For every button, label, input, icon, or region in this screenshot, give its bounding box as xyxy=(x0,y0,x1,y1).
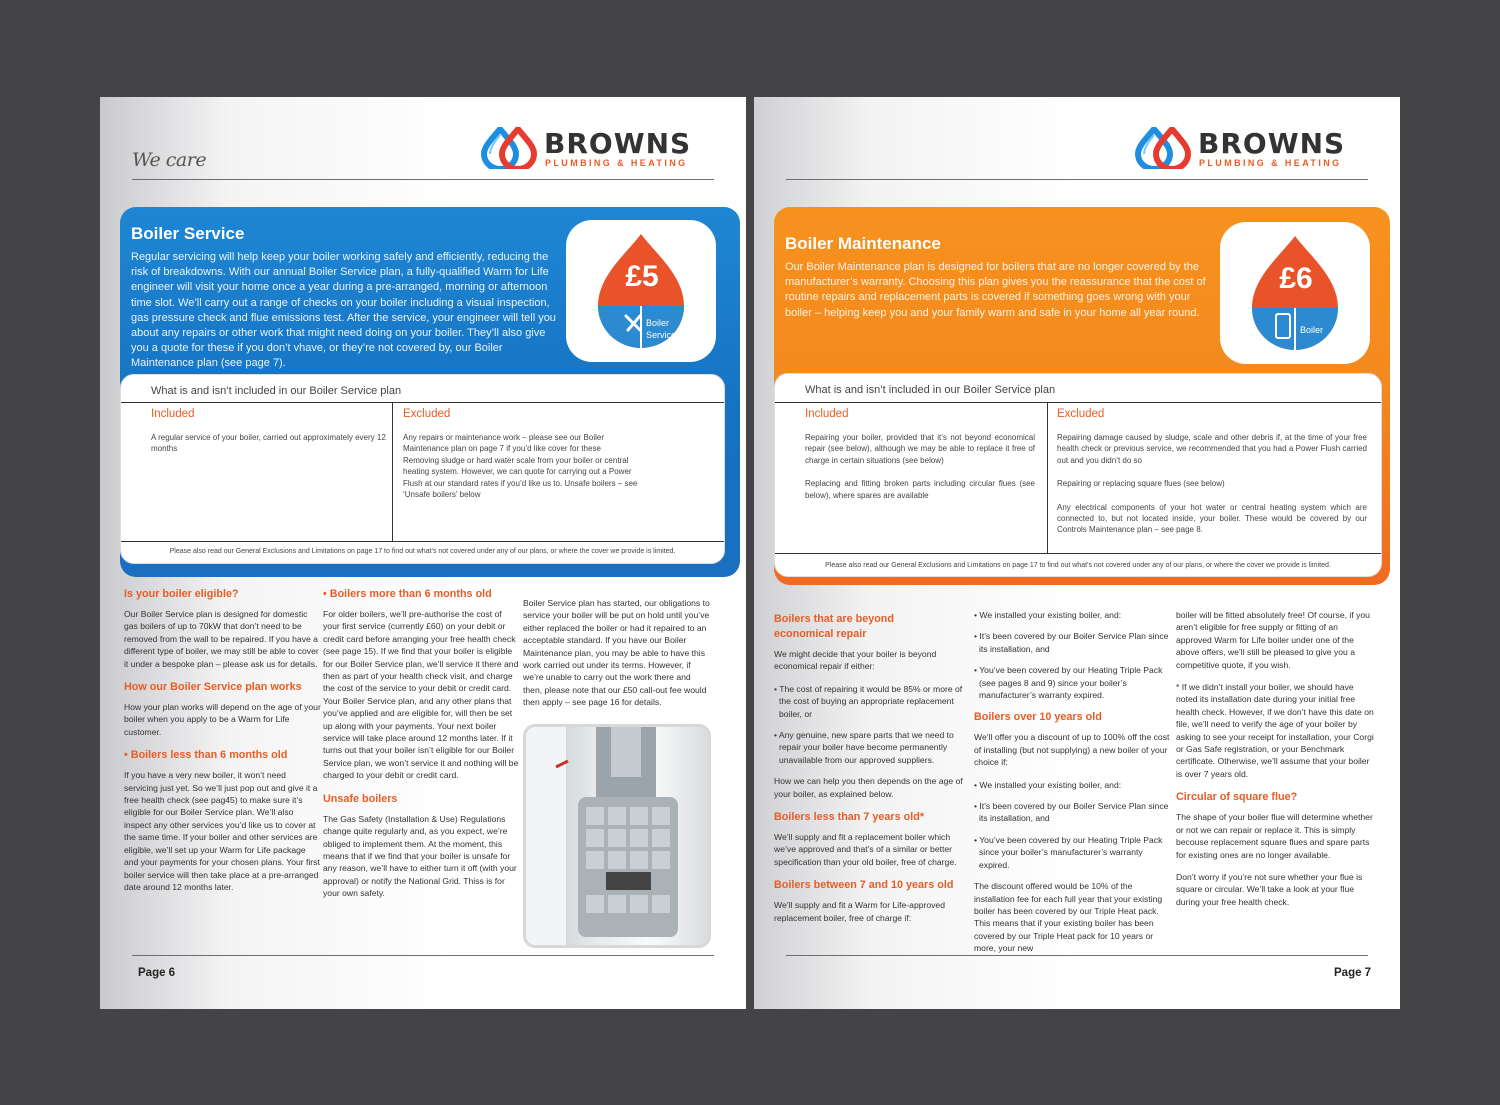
less6-heading: • Boilers less than 6 months old xyxy=(124,749,288,762)
badge-label-1: Boiler xyxy=(646,318,670,328)
coverage-table xyxy=(121,402,724,542)
page-number: Page 7 xyxy=(1334,967,1372,979)
section-intro: Our Boiler Maintenance plan is designed for boilers that are no longer covered by the manufacturer’s warranty. Choosing this plan gives you the reassurance that the cost of routine repairs and replacement parts is covered if something goes wrong with your boiler – helping keep you and your family warm and safe in your home all year round. xyxy=(785,261,1206,319)
browns-logo xyxy=(480,127,720,169)
flue-heading: Circular of square flue? xyxy=(1176,791,1298,804)
more6-heading: • Boilers more than 6 months old xyxy=(323,588,492,600)
slogan: We care xyxy=(132,149,207,171)
badge-price: £6 xyxy=(1279,262,1313,295)
price-badge xyxy=(566,220,716,362)
included-heading: Included xyxy=(151,408,195,420)
brand-subtitle: PLUMBING & HEATING xyxy=(1199,158,1342,168)
price-badge xyxy=(1220,222,1370,364)
page-number: Page 6 xyxy=(138,967,176,979)
page-7 xyxy=(754,97,1400,1009)
excluded-heading: Excluded xyxy=(403,408,451,420)
beyond-bullet-1: • The cost of repairing it would be 85% or more of the cost of buying an appropriate replacement boiler, or xyxy=(774,683,963,719)
boiler-photo xyxy=(523,724,711,948)
boiler-illustration-icon xyxy=(526,727,708,945)
section-title: Boiler Maintenance xyxy=(785,234,941,253)
text-column-2 xyxy=(974,609,1174,965)
excluded-heading: Excluded xyxy=(1057,408,1105,420)
included-item: A regular service of your boiler, carried out approximately every 12 months xyxy=(151,433,386,454)
flue-text: The shape of your boiler flue will determine whether or not we can repair or replace it. This is simply becouse replacement square flues and spare parts for existing ones are no longer available. xyxy=(1176,812,1373,860)
coverage-table xyxy=(775,402,1381,554)
badge-label-1: Boiler xyxy=(1300,325,1324,335)
footer-rule xyxy=(132,955,714,956)
col2-bullet-6: • You’ve been covered by our Heating Triple Pack since your boiler’s manufacturer’s warranty expired. xyxy=(974,834,1163,870)
excluded-item-2: Repairing or replacing square flues (see below) xyxy=(1057,479,1225,489)
included-column xyxy=(151,403,387,541)
col2-bullet-3: • You’ve been covered by our Heating Triple Pack (see pages 8 and 9) since your boiler’s manufacturer’s warranty expired. xyxy=(974,665,1163,701)
less6-text: If you have a very new boiler, it won’t need servicing just yet. So we’ll just pop out and give it a free health check (see pag45) to make sure it’s eligible for our Boiler Service plan. We’ll also inspect any other services you’d like us to cover at the same time. If your boiler and other services are eligible, we’ll set up your Warm for Life package and your payments for your chosen plans. Your first boiler service will then take place at a pre-arranged date around 12 months later. xyxy=(124,770,320,892)
beyond-bullet-2: • Any genuine, new spare parts that we need to repair your boiler have become permanently unavailable from our approved suppliers. xyxy=(774,730,954,765)
over10-text: We’ll offer you a discount of up to 100% off the cost of installing (but not supplying) a new boiler of your choice if: xyxy=(974,732,1170,768)
how-heading: How our Boiler Service plan works xyxy=(124,681,302,694)
section-title: Boiler Service xyxy=(131,224,245,243)
footer-rule xyxy=(786,955,1368,956)
badge-price: £5 xyxy=(625,260,659,293)
how-text: How your plan works will depend on the age of your boiler when you apply to be a Warm for Life customer. xyxy=(124,702,321,737)
discount-text: The discount offered would be 10% of the installation fee for each full year that your existing boiler has been covered by our Triple Heat pack. This means that if your existing boiler has been covered by our Triple Heat pack for 10 years or more, your new xyxy=(974,881,1163,954)
col2-bullet-4: • We installed your existing boiler, and: xyxy=(974,779,1122,790)
included-item-1: Repairing your boiler, provided that it’s not beyond economical repair (see below), although we may be able to replace it free of charge in certain situations (see below) xyxy=(805,433,1035,465)
section-intro: Regular servicing will help keep your boiler working safely and efficiently, reducing the risk of breakdowns. With our annual Boiler Service plan, a fully-qualified Warm for Life engineer will visit your home once a year during a pre-arranged, morning or afternoon time slot. We’ll carry out a range of checks on your boiler including a visual inspection, gas pressure check and flue emissions test. After the service, your engineer will tell you about any repairs or other work that might need doing on your boiler. They’ll also give you a quote for these if you don’t vhave, or they’re not covered by, our Boiler Maintenance plan (see page 7). xyxy=(131,251,556,370)
less7-heading: Boilers less than 7 years old* xyxy=(774,811,925,824)
free-fit-text: boiler will be fitted absolutely free! Of course, if you aren’t eligible for free supply or fitting of an approved Warm for Life boiler under one of the above offers, we’ll still be pleased to give you a competitive quote, if you wish. xyxy=(1176,610,1370,670)
help-text: How we can help you then depends on the age of your boiler, as explained below. xyxy=(774,776,963,799)
brand-name: BROWNS xyxy=(544,127,692,160)
coverage-title: What is and isn’t included in our Boiler Service plan xyxy=(151,385,402,397)
unsafe-heading: Unsafe boilers xyxy=(323,792,398,805)
eligible-heading: Is your boiler eligible? xyxy=(124,588,239,600)
excluded-item-1: Repairing damage caused by sludge, scale and other debris if, at the time of your free health check or previous service, we recommended that you had a Power Flush carried out and you didn’t do so xyxy=(1057,433,1367,465)
browns-logo xyxy=(1134,127,1374,169)
brand-name: BROWNS xyxy=(1198,127,1346,160)
coverage-card xyxy=(774,373,1382,577)
col2-bullet-1: • We installed your existing boiler, and: xyxy=(974,610,1122,620)
included-heading: Included xyxy=(805,408,849,420)
column-divider xyxy=(392,403,393,541)
page-6 xyxy=(100,97,746,1009)
col2-bullet-2: • It’s been covered by our Boiler Service Plan since its installation, and xyxy=(974,631,1169,654)
boiler-service-panel xyxy=(120,207,740,577)
over10-heading: Boilers over 10 years old xyxy=(974,711,1102,724)
beyond-heading: Boilers that are beyond economical repair xyxy=(774,613,894,640)
7to10-text: We’ll supply and fit a Warm for Life-approved replacement boiler, free of charge if: xyxy=(774,900,945,923)
excluded-item-3: Any electrical components of your hot water or central heating system which are connected to, but not located inside, your boiler. These would be covered by our Controls Maintenance plan – see page 8. xyxy=(1057,502,1367,535)
text-column-3 xyxy=(523,597,711,719)
excluded-item: Any repairs or maintenance work – please see our Boiler Maintenance plan on page 7 if you’d like cover for these Removing sludge or hard water scale from your boiler or central heating system. However, we can quote for carrying out a Power Flush at our standard rates if you’d like us to. Unsafe boilers – see ‘Unsafe boilers’ below xyxy=(403,433,638,500)
brand-subtitle: PLUMBING & HEATING xyxy=(545,158,688,168)
included-item-2: Replacing and fitting broken parts including circular flues (see below), where spares are available xyxy=(805,479,1035,500)
excluded-column xyxy=(403,403,638,541)
included-column xyxy=(805,403,1035,553)
more6-text: For older boilers, we’ll pre-authorise the cost of your first service (currently £60) on your debit or credit card before arranging your free health check (see page 15). If we find that your boiler is eligible for our Boiler Service plan, we’ll service it there and then as part of your health check visit, and charge the cost of the service to your debit or credit card. Your Boiler Service plan, and any other plans that you’ve applied and are eligible for, will then be set up along with your payments. Your next boiler service will take place around 12 months later. If it turns out that your boiler isn’t eligible for our Boiler Service plan, we won’t service it and nothing will be charged to your debit or credit card. xyxy=(323,609,519,781)
column-divider xyxy=(1047,403,1048,553)
header-rule xyxy=(132,179,714,180)
coverage-footnote: Please also read our General Exclusions and Limitations on page 17 to find out what’s not covered under any of our plans, or where the cover we provide is limited. xyxy=(169,548,676,555)
coverage-title: What is and isn’t included in our Boiler Service plan xyxy=(805,384,1056,396)
drops-logo-icon xyxy=(480,127,542,169)
drops-logo-icon xyxy=(1134,127,1196,169)
text-column-3 xyxy=(1176,609,1376,918)
excluded-column xyxy=(1057,403,1367,553)
boiler-maintenance-panel xyxy=(774,207,1390,585)
text-column-2 xyxy=(323,587,520,910)
coverage-card xyxy=(120,374,725,564)
header-rule xyxy=(786,179,1368,180)
7to10-heading: Boilers between 7 and 10 years old xyxy=(774,879,954,892)
age-note-text: * If we didn’t install your boiler, we should have noted its installation date during your initial free health check. However, if we don’t have this date on file, we’ll need to verify the age of your boiler by asking to see your receipt for installation, your Corgi or Gas Safe registration, or your Benchmark certificate. Otherwise, we’ll assume that your boiler is over 7 years old. xyxy=(1176,682,1374,779)
less7-text: We’ll supply and fit a replacement boiler which we’ve approved and that’s of a similar or better specification than your old boiler, free of charge. xyxy=(774,832,957,867)
text-column-1 xyxy=(774,612,968,934)
text-column-1 xyxy=(124,587,321,903)
coverage-footnote: Please also read our General Exclusions and Limitations on page 17 to find out what’s not covered under any of our plans, or where the cover we provide is limited. xyxy=(825,562,1331,569)
col2-bullet-5: • It’s been covered by our Boiler Service Plan since its installation, and xyxy=(974,801,1169,824)
col3-text: Boiler Service plan has started, our obligations to service your boiler will be put on hold until you’ve either replaced the boiler or had it repaired to an acceptable standard. If you have our Boiler Maintenance plan, you may be able to have this work carried out under its terms. However, if we’re unable to carry out the work there and then, please note that our £50 call-out fee would then apply – see page 16 for details. xyxy=(523,598,710,708)
beyond-text: We might decide that your boiler is beyond economical repair if either: xyxy=(774,649,937,672)
badge-label-2: Service xyxy=(646,330,677,340)
flue-text-2: Don’t worry if you’re not sure whether your flue is square or circular. We’ll take a look at your flue during your free health check. xyxy=(1176,871,1363,907)
unsafe-text: The Gas Safety (Installation & Use) Regulations change quite regularly and, as you expect, we’re obliged to implement them. At the moment, this means that if we find that your boiler is unsafe for any reason, we’ll have to either turn it off (with your approval) or notify the National Grid. Thiss is for your own safety. xyxy=(323,813,517,899)
eligible-text: Our Boiler Service plan is designed for domestic gas boilers of up to 70kW that don’t need to be removed from the wall to be repaired. If you have a different type of boiler, we may still be able to cover it under a bespoke plan – please ask us for details. xyxy=(124,609,319,669)
